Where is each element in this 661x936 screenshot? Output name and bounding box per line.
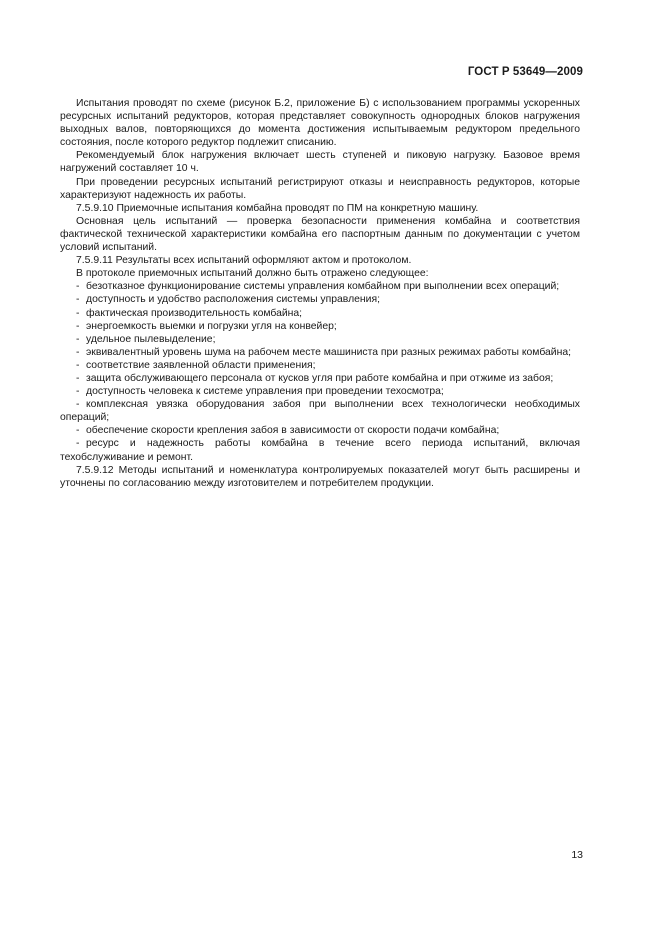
list-item: [60, 307, 580, 320]
list-item-text: соответствие заявленной области применения;: [86, 359, 316, 371]
paragraph: Испытания проводят по схеме (рисунок Б.2, приложение Б) с использованием программы ускоренных ресурсных испытаний редукторов, которая представляет совокупность однородных блоков нагружения выходных валов, повторяющихся до момента достижения испытываемым редуктором предельного состояния, после которого редуктор подлежит списанию.: [60, 98, 580, 149]
paragraph: При проведении ресурсных испытаний регистрируют отказы и неисправность редукторов, которые характеризуют надежность их работы.: [60, 176, 580, 201]
list-item: [60, 398, 580, 424]
list-dash: -: [76, 294, 80, 306]
list-dash: -: [76, 386, 80, 398]
list-dash: -: [76, 333, 80, 345]
page-number: 13: [571, 849, 583, 861]
list-item: [60, 359, 580, 372]
list-item: [60, 372, 580, 385]
clause-7-5-9-12: 7.5.9.12 Методы испытаний и номенклатура контролируемых показателей могут быть расширены и уточнены по согласованию между изготовителем и потребителем продукции.: [60, 464, 580, 489]
list-item-text: доступность и удобство расположения системы управления;: [86, 294, 380, 306]
list-dash: -: [76, 399, 80, 411]
list-dash: -: [76, 372, 80, 384]
list-dash: -: [76, 359, 80, 371]
list-item-text: доступность человека к системе управления при проведении техосмотра;: [86, 386, 444, 398]
list-dash: -: [76, 320, 80, 332]
list-item-text: комплексная увязка оборудования забоя при выполнении всех технологически необходимых операций;: [60, 399, 580, 424]
document-body: [60, 97, 580, 490]
list-dash: -: [76, 346, 80, 358]
clause-7-5-9-11: 7.5.9.11 Результаты всех испытаний оформляют актом и протоколом.: [76, 255, 412, 267]
list-item: [60, 424, 580, 437]
list-item: [60, 320, 580, 333]
list-item: [60, 437, 580, 463]
list-dash: -: [76, 307, 80, 319]
list-item-text: удельное пылевыделение;: [86, 333, 216, 345]
list-dash: -: [76, 425, 80, 437]
list-item-text: эквивалентный уровень шума на рабочем месте машиниста при разных режимах работы комбайна;: [86, 346, 572, 358]
list-item-text: фактическая производительность комбайна;: [86, 307, 303, 319]
paragraph: В протоколе приемочных испытаний должно быть отражено следующее:: [76, 268, 429, 280]
list-item-text: защита обслуживающего персонала от кусков угля при работе комбайна и при отжиме из забоя;: [86, 372, 554, 384]
list-item: [60, 346, 580, 359]
list-item: [60, 385, 580, 398]
list-dash: -: [76, 281, 80, 293]
paragraph: Основная цель испытаний — проверка безопасности применения комбайна и соответствия фактической технической характеристики комбайна его паспортным данным по документации с учетом условий испытаний.: [60, 215, 580, 254]
list-item: [60, 280, 580, 293]
list-dash: -: [76, 438, 80, 450]
list-item: [60, 293, 580, 306]
list-item-text: безотказное функционирование системы управления комбайном при выполнении всех операций;: [86, 281, 560, 293]
list-item-text: ресурс и надежность работы комбайна в течение всего периода испытаний, включая техобслуживание и ремонт.: [60, 438, 580, 463]
clause-7-5-9-10: 7.5.9.10 Приемочные испытания комбайна проводят по ПМ на конкретную машину.: [76, 202, 479, 214]
document-header: ГОСТ Р 53649—2009: [467, 66, 583, 78]
list-item: [60, 333, 580, 346]
list-item-text: обеспечение скорости крепления забоя в зависимости от скорости подачи комбайна;: [86, 425, 500, 437]
list-item-text: энергоемкость выемки и погрузки угля на конвейер;: [86, 320, 337, 332]
requirements-list: [60, 280, 580, 463]
paragraph: Рекомендуемый блок нагружения включает шесть ступеней и пиковую нагрузку. Базовое время нагружений составляет 10 ч.: [60, 150, 580, 175]
